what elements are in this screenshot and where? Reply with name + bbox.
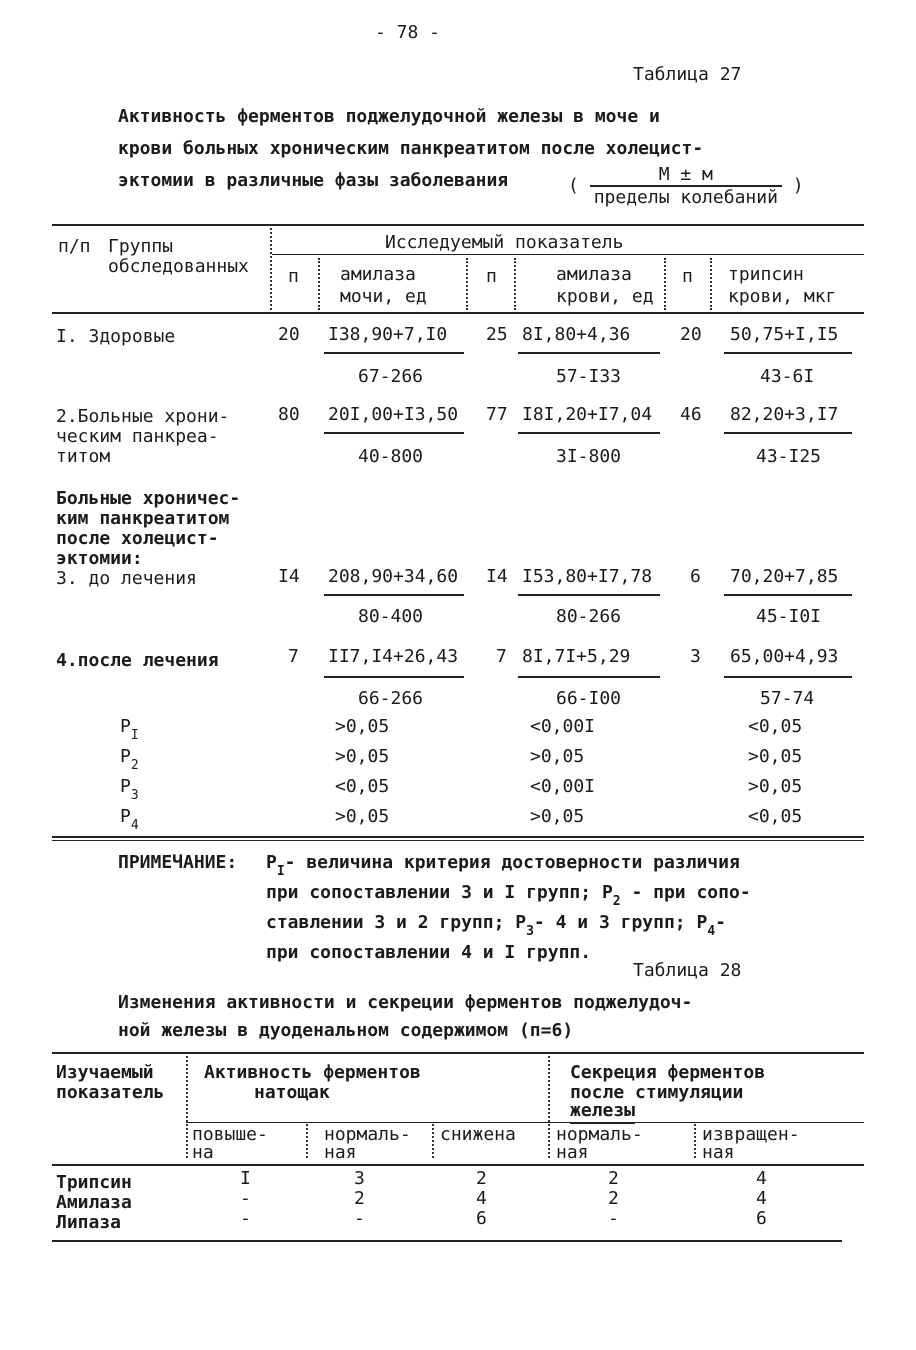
t28-row3-c4: - bbox=[608, 1208, 619, 1229]
t28-row2-c3: 4 bbox=[476, 1188, 487, 1209]
t28-row3-name: Липаза bbox=[56, 1212, 122, 1233]
t28-sub-3: снижена bbox=[440, 1124, 516, 1145]
row3-r2: 80-266 bbox=[556, 606, 622, 627]
note-label: ПРИМЕЧАНИЕ: bbox=[118, 852, 238, 873]
head-amylase-blood-2: крови, ед bbox=[556, 286, 654, 307]
row4-r2: 66-I00 bbox=[556, 688, 622, 709]
row2-group-1: 2.Больные хрони- bbox=[56, 406, 230, 427]
t28-sub-1a: повыше- bbox=[192, 1124, 268, 1145]
p3-label: $P_3$ bbox=[120, 776, 139, 803]
fraction-rule bbox=[724, 594, 852, 596]
p1-a: >0,05 bbox=[335, 716, 390, 737]
table28-divider bbox=[186, 1056, 188, 1158]
head-trypsin-2: крови, мкг bbox=[728, 286, 837, 307]
p2-b: >0,05 bbox=[530, 746, 585, 767]
fraction-rule bbox=[324, 432, 464, 434]
t28-row1-c4: 2 bbox=[608, 1168, 619, 1189]
head-pp: п/п bbox=[58, 236, 91, 257]
row4-n1: 7 bbox=[288, 646, 299, 667]
table28-bottom-rule bbox=[52, 1240, 842, 1242]
head-amylase-urine-1: амилаза bbox=[340, 264, 416, 285]
row2-n3: 46 bbox=[680, 404, 702, 425]
fraction-rule bbox=[724, 432, 852, 434]
row1-r3: 43-6I bbox=[760, 366, 815, 387]
row3-n2: I4 bbox=[486, 566, 508, 587]
t28-row1-c3: 2 bbox=[476, 1168, 487, 1189]
t28-head-col1-2: показатель bbox=[56, 1082, 165, 1103]
t28-row2-name: Амилаза bbox=[56, 1192, 132, 1213]
row2-v1: 20I,00+I3,50 bbox=[328, 404, 459, 425]
table28-divider bbox=[548, 1056, 550, 1158]
t28-sub-5a: извращен- bbox=[702, 1124, 800, 1145]
head-group-2: обследованных bbox=[108, 256, 249, 277]
p1-c: <0,05 bbox=[748, 716, 803, 737]
t28-row2-c2: 2 bbox=[354, 1188, 365, 1209]
table28-title-line2: ной железы в дуоденальном содержимом (п=6) bbox=[118, 1020, 574, 1041]
row3-pre-4: эктомии: bbox=[56, 548, 143, 569]
t28-head-secretion-2: после стимуляции bbox=[570, 1082, 744, 1103]
row3-pre-3: после холецист- bbox=[56, 528, 219, 549]
note-line4: при сопоставлении 4 и I групп. bbox=[266, 942, 592, 963]
row1-r1: 67-266 bbox=[358, 366, 424, 387]
p4-b: >0,05 bbox=[530, 806, 585, 827]
row3-n1: I4 bbox=[278, 566, 300, 587]
row2-group-2: ческим панкреа- bbox=[56, 426, 219, 447]
p2-label: $P_2$ bbox=[120, 746, 139, 773]
t28-row3-c2: - bbox=[354, 1208, 365, 1229]
page-number: - 78 - bbox=[375, 22, 441, 43]
t28-head-secretion-1: Секреция ферментов bbox=[570, 1062, 766, 1083]
table28-divider bbox=[432, 1124, 434, 1158]
table28-sub-rule bbox=[186, 1122, 864, 1123]
table27-formula: ( $\frac{М \pm м}{\text{пределы колебаний}}$ ) bbox=[568, 164, 804, 208]
p3-b: <0,00I bbox=[530, 776, 596, 797]
p1-b: <0,00I bbox=[530, 716, 596, 737]
row4-v1: II7,I4+26,43 bbox=[328, 646, 459, 667]
p1-label: $P_I$ bbox=[120, 716, 139, 743]
t28-sub-2b: ная bbox=[324, 1142, 357, 1166]
head-trypsin-1: трипсин bbox=[728, 264, 804, 285]
head-n1: п bbox=[288, 266, 299, 287]
row2-n2: 77 bbox=[486, 404, 508, 425]
row1-n3: 20 bbox=[680, 324, 702, 345]
table28-head-rule bbox=[52, 1164, 864, 1166]
p4-c: <0,05 bbox=[748, 806, 803, 827]
row1-n1: 20 bbox=[278, 324, 300, 345]
t28-row2-c1: - bbox=[240, 1188, 251, 1209]
fraction-rule bbox=[324, 594, 464, 596]
row1-r2: 57-I33 bbox=[556, 366, 622, 387]
formula-numerator: М ± м bbox=[590, 164, 782, 187]
table28-divider bbox=[694, 1124, 696, 1158]
table27-indicator-rule bbox=[272, 254, 864, 255]
t28-head-activity-1: Активность ферментов bbox=[204, 1062, 421, 1083]
row4-v2: 8I,7I+5,29 bbox=[522, 646, 631, 667]
row4-r3: 57-74 bbox=[760, 688, 815, 709]
table28-divider bbox=[306, 1124, 308, 1158]
fraction-rule bbox=[518, 352, 660, 354]
table27-divider bbox=[514, 258, 516, 310]
row2-n1: 80 bbox=[278, 404, 300, 425]
row3-v2: I53,80+I7,78 bbox=[522, 566, 653, 587]
p4-label: $P_4$ bbox=[120, 806, 139, 833]
row4-r1: 66-266 bbox=[358, 688, 424, 709]
table27-head-rule bbox=[52, 312, 864, 314]
row3-r1: 80-400 bbox=[358, 606, 424, 627]
table28-title-line1: Изменения активности и секреции ферментов поджелудоч- bbox=[118, 992, 693, 1013]
row1-v1: I38,90+7,I0 bbox=[328, 324, 448, 345]
table27-divider bbox=[466, 258, 468, 310]
row4-group: 4.после лечения bbox=[56, 650, 219, 671]
row1-v2: 8I,80+4,36 bbox=[522, 324, 631, 345]
p3-c: >0,05 bbox=[748, 776, 803, 797]
row2-v3: 82,20+3,I7 bbox=[730, 404, 839, 425]
row3-n3: 6 bbox=[690, 566, 701, 587]
fraction-rule bbox=[518, 432, 660, 434]
row3-v3: 70,20+7,85 bbox=[730, 566, 839, 587]
t28-row3-c3: 6 bbox=[476, 1208, 487, 1229]
head-n3: п bbox=[682, 266, 693, 287]
row2-r3: 43-I25 bbox=[756, 446, 822, 467]
fraction-rule bbox=[324, 676, 464, 678]
t28-row1-c1: I bbox=[240, 1168, 251, 1189]
row1-v3: 50,75+I,I5 bbox=[730, 324, 839, 345]
row3-pre-2: ким панкреатитом bbox=[56, 508, 230, 529]
fraction-rule bbox=[724, 676, 852, 678]
row2-v2: I8I,20+I7,04 bbox=[522, 404, 653, 425]
table28-top-rule bbox=[52, 1052, 864, 1054]
table27-label: Таблица 27 bbox=[633, 64, 742, 85]
table27-divider bbox=[270, 228, 272, 310]
row2-group-3: титом bbox=[56, 446, 111, 467]
row1-n2: 25 bbox=[486, 324, 508, 345]
p3-a: <0,05 bbox=[335, 776, 390, 797]
table27-top-rule bbox=[52, 224, 864, 226]
note-line2: при сопоставлении 3 и I групп; $P_2$ - при сопо- bbox=[266, 882, 751, 909]
row4-n3: 3 bbox=[690, 646, 701, 667]
t28-sub-1b: на bbox=[192, 1142, 214, 1166]
row3-v1: 208,90+34,60 bbox=[328, 566, 459, 587]
table27-divider bbox=[318, 258, 320, 310]
p4-a: >0,05 bbox=[335, 806, 390, 827]
row4-n2: 7 bbox=[496, 646, 507, 667]
table27-divider bbox=[664, 258, 666, 310]
t28-row2-c5: 4 bbox=[756, 1188, 767, 1209]
t28-sub-2a: нормаль- bbox=[324, 1124, 411, 1145]
note-line3: ставлении 3 и 2 групп; $P_3-$ 4 и 3 групп; $P_4-$ bbox=[266, 912, 726, 939]
fraction-rule bbox=[324, 352, 464, 354]
head-group-1: Группы bbox=[108, 236, 174, 257]
table27-title-line2: крови больных хроническим панкреатитом после холецист- bbox=[118, 138, 704, 159]
head-amylase-blood-1: амилаза bbox=[556, 264, 632, 285]
row3-group: 3. до лечения bbox=[56, 568, 197, 589]
note-line1: $P_I-$ величина критерия достоверности различия bbox=[266, 852, 740, 879]
table27-bottom-rule bbox=[52, 836, 864, 838]
table27-title-line3: эктомии в различные фазы заболевания bbox=[118, 170, 509, 191]
table28-label: Таблица 28 bbox=[633, 960, 742, 981]
row3-pre-1: Больные хроничес- bbox=[56, 488, 241, 509]
row2-r2: 3I-800 bbox=[556, 446, 622, 467]
t28-row2-c4: 2 bbox=[608, 1188, 619, 1209]
table27-title-line1: Активность ферментов поджелудочной железы в моче и bbox=[118, 106, 660, 127]
p2-a: >0,05 bbox=[335, 746, 390, 767]
t28-row3-c1: - bbox=[240, 1208, 251, 1229]
head-indicator: Исследуемый показатель bbox=[385, 232, 624, 253]
t28-row3-c5: 6 bbox=[756, 1208, 767, 1229]
t28-sub-4b: ная bbox=[556, 1142, 589, 1166]
t28-head-activity-2: натощак bbox=[254, 1082, 330, 1103]
row3-r3: 45-I0I bbox=[756, 606, 822, 627]
t28-head-secretion-3: железы bbox=[570, 1100, 635, 1124]
table27-divider bbox=[710, 258, 712, 310]
fraction-rule bbox=[518, 594, 660, 596]
head-n2: п bbox=[486, 266, 497, 287]
row1-group: I. Здоровые bbox=[56, 326, 176, 347]
t28-sub-4a: нормаль- bbox=[556, 1124, 643, 1145]
t28-row1-name: Трипсин bbox=[56, 1172, 132, 1193]
row4-v3: 65,00+4,93 bbox=[730, 646, 839, 667]
t28-row1-c2: 3 bbox=[354, 1168, 365, 1189]
formula-denominator: пределы колебаний bbox=[593, 187, 778, 208]
t28-head-col1-1: Изучаемый bbox=[56, 1062, 154, 1083]
fraction-rule bbox=[724, 352, 852, 354]
t28-row1-c5: 4 bbox=[756, 1168, 767, 1189]
p2-c: >0,05 bbox=[748, 746, 803, 767]
table27-bottom-rule-2 bbox=[52, 840, 864, 841]
head-amylase-urine-2: мочи, ед bbox=[340, 286, 427, 307]
t28-sub-5b: ная bbox=[702, 1142, 735, 1166]
fraction-rule bbox=[518, 676, 660, 678]
row2-r1: 40-800 bbox=[358, 446, 424, 467]
